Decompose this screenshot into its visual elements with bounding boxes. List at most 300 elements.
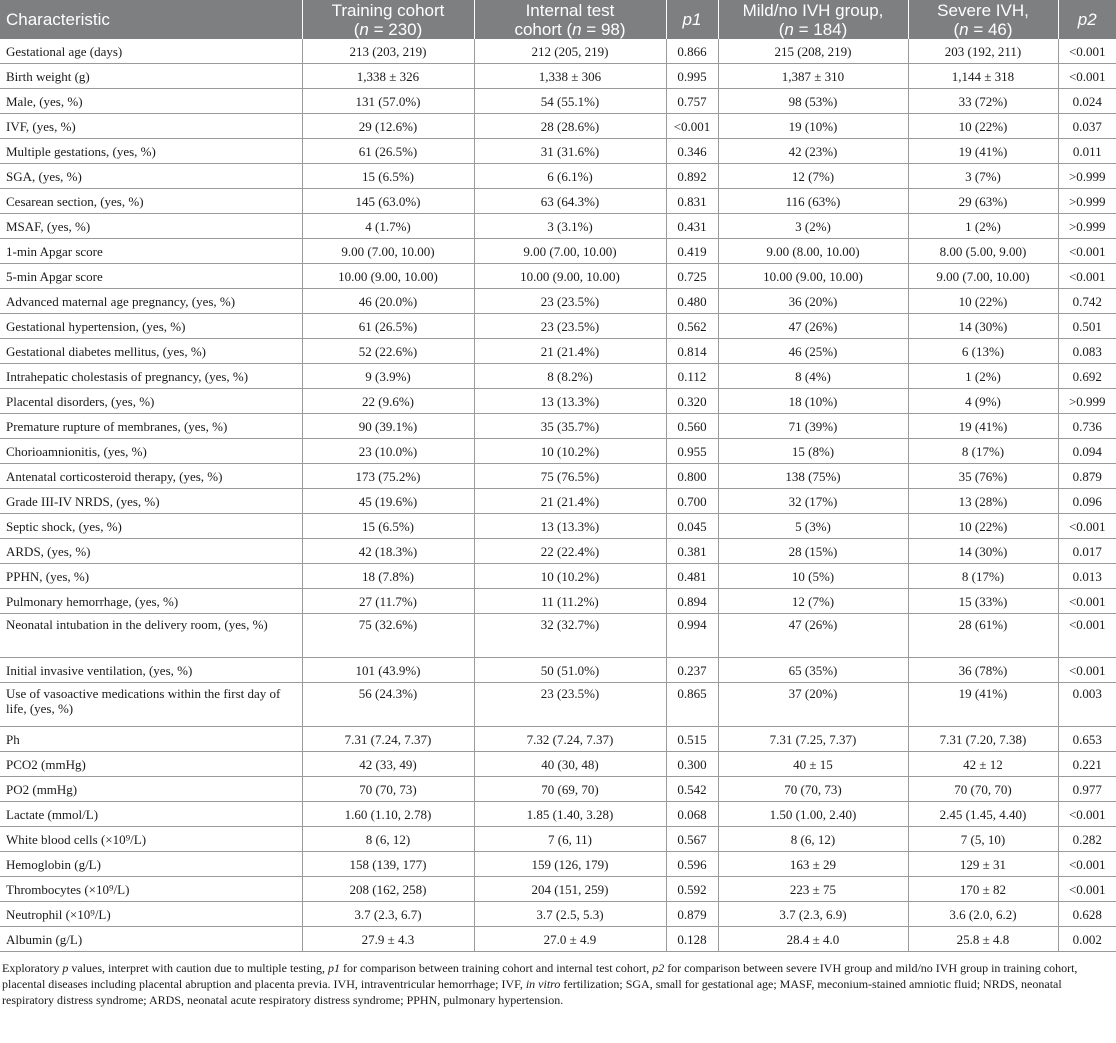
cell-mild-no-ivh: 28.4 ± 4.0	[718, 927, 908, 952]
header-mild-n: n	[784, 19, 794, 39]
cell-training-cohort: 15 (6.5%)	[302, 164, 474, 189]
cell-p2: <0.001	[1058, 64, 1116, 89]
cell-severe-ivh: 14 (30%)	[908, 314, 1058, 339]
cell-p1: 0.831	[666, 189, 718, 214]
table-row	[0, 364, 1116, 389]
cell-p1: 0.800	[666, 464, 718, 489]
cell-severe-ivh: 19 (41%)	[908, 683, 1058, 727]
cell-internal-test-cohort: 159 (126, 179)	[474, 852, 666, 877]
cell-training-cohort: 145 (63.0%)	[302, 189, 474, 214]
cell-characteristic: Neonatal intubation in the delivery room, (yes, %)	[0, 614, 302, 658]
cell-training-cohort: 1,338 ± 326	[302, 64, 474, 89]
cell-severe-ivh: 15 (33%)	[908, 589, 1058, 614]
cell-mild-no-ivh: 18 (10%)	[718, 389, 908, 414]
cell-p1: 0.865	[666, 683, 718, 727]
cell-characteristic: Gestational diabetes mellitus, (yes, %)	[0, 339, 302, 364]
cell-mild-no-ivh: 12 (7%)	[718, 589, 908, 614]
cell-characteristic: White blood cells (×10⁹/L)	[0, 827, 302, 852]
cell-internal-test-cohort: 13 (13.3%)	[474, 389, 666, 414]
cell-internal-test-cohort: 54 (55.1%)	[474, 89, 666, 114]
table-row	[0, 489, 1116, 514]
header-characteristic-text: Characteristic	[6, 10, 110, 29]
cell-training-cohort: 56 (24.3%)	[302, 683, 474, 727]
table-row	[0, 564, 1116, 589]
cell-p2: <0.001	[1058, 614, 1116, 658]
cell-internal-test-cohort: 10 (10.2%)	[474, 439, 666, 464]
cell-severe-ivh: 1 (2%)	[908, 364, 1058, 389]
cell-internal-test-cohort: 27.0 ± 4.9	[474, 927, 666, 952]
cell-p1: 0.128	[666, 927, 718, 952]
table-row	[0, 89, 1116, 114]
cell-internal-test-cohort: 1.85 (1.40, 3.28)	[474, 802, 666, 827]
header-mild-post: = 184)	[793, 19, 848, 39]
cell-p1: 0.757	[666, 89, 718, 114]
cell-mild-no-ivh: 47 (26%)	[718, 314, 908, 339]
header-mild-pre: (	[778, 19, 785, 39]
cell-severe-ivh: 4 (9%)	[908, 389, 1058, 414]
cell-p2: 0.094	[1058, 439, 1116, 464]
cell-p1: 0.955	[666, 439, 718, 464]
cell-internal-test-cohort: 10 (10.2%)	[474, 564, 666, 589]
cell-training-cohort: 9 (3.9%)	[302, 364, 474, 389]
cell-p2: 0.037	[1058, 114, 1116, 139]
cell-training-cohort: 10.00 (9.00, 10.00)	[302, 264, 474, 289]
cell-p1: 0.560	[666, 414, 718, 439]
table-row	[0, 314, 1116, 339]
cell-p2: 0.011	[1058, 139, 1116, 164]
cell-mild-no-ivh: 28 (15%)	[718, 539, 908, 564]
table-row	[0, 727, 1116, 752]
cell-mild-no-ivh: 37 (20%)	[718, 683, 908, 727]
cell-p1: 0.542	[666, 777, 718, 802]
table-row	[0, 589, 1116, 614]
cell-characteristic: 1-min Apgar score	[0, 239, 302, 264]
cell-severe-ivh: 35 (76%)	[908, 464, 1058, 489]
footnote-part: p2	[652, 961, 665, 975]
cell-p2: <0.001	[1058, 239, 1116, 264]
cell-training-cohort: 52 (22.6%)	[302, 339, 474, 364]
cell-p1: 0.068	[666, 802, 718, 827]
cell-p2: >0.999	[1058, 164, 1116, 189]
cell-p2: <0.001	[1058, 802, 1116, 827]
cell-training-cohort: 3.7 (2.3, 6.7)	[302, 902, 474, 927]
table-row	[0, 189, 1116, 214]
header-row	[0, 0, 1116, 39]
cell-characteristic: Albumin (g/L)	[0, 927, 302, 952]
cell-internal-test-cohort: 6 (6.1%)	[474, 164, 666, 189]
cell-p2: <0.001	[1058, 658, 1116, 683]
cell-characteristic: ARDS, (yes, %)	[0, 539, 302, 564]
cell-characteristic: Chorioamnionitis, (yes, %)	[0, 439, 302, 464]
header-training-post: = 230)	[368, 19, 423, 39]
footnote-part: fertilization; SGA, small for gestational age; MASF, meconium-stained amniotic fluid; NRDS, neonatal respiratory distress syndrome; ARDS, neonatal acute respiratory distress syndrome; PPHN, pulmonary hypertension.	[2, 977, 1062, 1007]
cell-p1: 0.567	[666, 827, 718, 852]
cell-mild-no-ivh: 10 (5%)	[718, 564, 908, 589]
cell-p2: 0.221	[1058, 752, 1116, 777]
cell-p1: 0.562	[666, 314, 718, 339]
cell-p2: >0.999	[1058, 189, 1116, 214]
cell-training-cohort: 18 (7.8%)	[302, 564, 474, 589]
cell-mild-no-ivh: 36 (20%)	[718, 289, 908, 314]
cell-internal-test-cohort: 7 (6, 11)	[474, 827, 666, 852]
cell-p2: 0.501	[1058, 314, 1116, 339]
footnote-part: p	[62, 961, 69, 975]
cell-severe-ivh: 19 (41%)	[908, 414, 1058, 439]
cell-p1: 0.300	[666, 752, 718, 777]
cell-p1: 0.320	[666, 389, 718, 414]
cell-severe-ivh: 1 (2%)	[908, 214, 1058, 239]
header-internal-n: n	[572, 19, 582, 39]
cell-p2: <0.001	[1058, 589, 1116, 614]
header-internal-line1: Internal test	[525, 0, 615, 20]
cell-p2: 0.013	[1058, 564, 1116, 589]
cell-characteristic: PCO2 (mmHg)	[0, 752, 302, 777]
header-severe-n: n	[959, 19, 969, 39]
cell-p2: 0.736	[1058, 414, 1116, 439]
cell-p2: 0.282	[1058, 827, 1116, 852]
cell-characteristic: PPHN, (yes, %)	[0, 564, 302, 589]
table-row	[0, 658, 1116, 683]
cell-p2: 0.002	[1058, 927, 1116, 952]
cell-training-cohort: 15 (6.5%)	[302, 514, 474, 539]
cell-severe-ivh: 70 (70, 70)	[908, 777, 1058, 802]
cell-mild-no-ivh: 98 (53%)	[718, 89, 908, 114]
cell-p2: <0.001	[1058, 264, 1116, 289]
cell-internal-test-cohort: 35 (35.7%)	[474, 414, 666, 439]
cell-training-cohort: 90 (39.1%)	[302, 414, 474, 439]
header-training-n: n	[359, 19, 369, 39]
cell-p2: 0.024	[1058, 89, 1116, 114]
cell-mild-no-ivh: 42 (23%)	[718, 139, 908, 164]
cell-characteristic: Thrombocytes (×10⁹/L)	[0, 877, 302, 902]
cell-internal-test-cohort: 11 (11.2%)	[474, 589, 666, 614]
header-p2	[1058, 0, 1116, 39]
table-row	[0, 64, 1116, 89]
header-severe-pre: (	[953, 19, 960, 39]
cell-mild-no-ivh: 40 ± 15	[718, 752, 908, 777]
table-row	[0, 852, 1116, 877]
cell-mild-no-ivh: 3 (2%)	[718, 214, 908, 239]
cell-severe-ivh: 7.31 (7.20, 7.38)	[908, 727, 1058, 752]
cell-training-cohort: 46 (20.0%)	[302, 289, 474, 314]
cell-characteristic: 5-min Apgar score	[0, 264, 302, 289]
cell-severe-ivh: 1,144 ± 318	[908, 64, 1058, 89]
table-row	[0, 164, 1116, 189]
cell-severe-ivh: 8 (17%)	[908, 439, 1058, 464]
cell-p2: >0.999	[1058, 214, 1116, 239]
cell-severe-ivh: 8.00 (5.00, 9.00)	[908, 239, 1058, 264]
cell-severe-ivh: 203 (192, 211)	[908, 39, 1058, 64]
cell-p2: 0.083	[1058, 339, 1116, 364]
cell-training-cohort: 27 (11.7%)	[302, 589, 474, 614]
cell-mild-no-ivh: 5 (3%)	[718, 514, 908, 539]
cell-p1: 0.045	[666, 514, 718, 539]
cell-severe-ivh: 9.00 (7.00, 10.00)	[908, 264, 1058, 289]
cell-characteristic: MSAF, (yes, %)	[0, 214, 302, 239]
cell-p2: 0.742	[1058, 289, 1116, 314]
cell-severe-ivh: 2.45 (1.45, 4.40)	[908, 802, 1058, 827]
cell-training-cohort: 70 (70, 73)	[302, 777, 474, 802]
cell-severe-ivh: 10 (22%)	[908, 114, 1058, 139]
cell-mild-no-ivh: 65 (35%)	[718, 658, 908, 683]
cell-internal-test-cohort: 1,338 ± 306	[474, 64, 666, 89]
table-row	[0, 539, 1116, 564]
table-footnote	[0, 952, 1114, 1008]
cell-p1: 0.112	[666, 364, 718, 389]
table-row	[0, 439, 1116, 464]
cell-severe-ivh: 33 (72%)	[908, 89, 1058, 114]
table-row	[0, 139, 1116, 164]
cell-characteristic: PO2 (mmHg)	[0, 777, 302, 802]
cell-mild-no-ivh: 7.31 (7.25, 7.37)	[718, 727, 908, 752]
cell-characteristic: Grade III-IV NRDS, (yes, %)	[0, 489, 302, 514]
cell-training-cohort: 101 (43.9%)	[302, 658, 474, 683]
table-row	[0, 827, 1116, 852]
table-row	[0, 464, 1116, 489]
cell-p1: 0.592	[666, 877, 718, 902]
footnote-part: Exploratory	[2, 961, 63, 975]
cell-training-cohort: 158 (139, 177)	[302, 852, 474, 877]
cell-internal-test-cohort: 50 (51.0%)	[474, 658, 666, 683]
cell-training-cohort: 42 (33, 49)	[302, 752, 474, 777]
cell-mild-no-ivh: 19 (10%)	[718, 114, 908, 139]
cell-severe-ivh: 129 ± 31	[908, 852, 1058, 877]
table-row	[0, 683, 1116, 727]
table-row	[0, 927, 1116, 952]
cell-training-cohort: 131 (57.0%)	[302, 89, 474, 114]
cell-p1: 0.481	[666, 564, 718, 589]
cell-p2: 0.003	[1058, 683, 1116, 727]
cell-internal-test-cohort: 23 (23.5%)	[474, 314, 666, 339]
cell-severe-ivh: 28 (61%)	[908, 614, 1058, 658]
cell-characteristic: IVF, (yes, %)	[0, 114, 302, 139]
header-severe-post: = 46)	[968, 19, 1013, 39]
cell-characteristic: Birth weight (g)	[0, 64, 302, 89]
cell-severe-ivh: 13 (28%)	[908, 489, 1058, 514]
cell-mild-no-ivh: 15 (8%)	[718, 439, 908, 464]
cell-severe-ivh: 6 (13%)	[908, 339, 1058, 364]
cell-characteristic: Multiple gestations, (yes, %)	[0, 139, 302, 164]
cell-severe-ivh: 3 (7%)	[908, 164, 1058, 189]
table-row	[0, 614, 1116, 658]
cell-characteristic: Pulmonary hemorrhage, (yes, %)	[0, 589, 302, 614]
header-internal-pre: cohort (	[514, 19, 573, 39]
footnote-part: in vitro	[525, 977, 561, 991]
cell-p1: 0.814	[666, 339, 718, 364]
cell-training-cohort: 213 (203, 219)	[302, 39, 474, 64]
cell-severe-ivh: 10 (22%)	[908, 514, 1058, 539]
cell-p2: 0.879	[1058, 464, 1116, 489]
table-row	[0, 239, 1116, 264]
cell-training-cohort: 61 (26.5%)	[302, 139, 474, 164]
cell-internal-test-cohort: 70 (69, 70)	[474, 777, 666, 802]
cell-internal-test-cohort: 8 (8.2%)	[474, 364, 666, 389]
table-row	[0, 264, 1116, 289]
cell-p2: 0.017	[1058, 539, 1116, 564]
header-severe-ivh	[908, 0, 1058, 39]
header-training-pre: (	[353, 19, 360, 39]
cell-mild-no-ivh: 47 (26%)	[718, 614, 908, 658]
header-internal-test-cohort	[474, 0, 666, 39]
cell-p2: 0.096	[1058, 489, 1116, 514]
cell-training-cohort: 208 (162, 258)	[302, 877, 474, 902]
cell-internal-test-cohort: 3.7 (2.5, 5.3)	[474, 902, 666, 927]
cell-severe-ivh: 8 (17%)	[908, 564, 1058, 589]
cell-p1: 0.419	[666, 239, 718, 264]
cell-characteristic: Advanced maternal age pregnancy, (yes, %)	[0, 289, 302, 314]
header-training-cohort	[302, 0, 474, 39]
table-header	[0, 0, 1116, 39]
cell-internal-test-cohort: 28 (28.6%)	[474, 114, 666, 139]
cell-severe-ivh: 170 ± 82	[908, 877, 1058, 902]
cell-mild-no-ivh: 116 (63%)	[718, 189, 908, 214]
footnote-part: for comparison between training cohort and internal test cohort,	[339, 961, 653, 975]
table-row	[0, 39, 1116, 64]
cell-mild-no-ivh: 9.00 (8.00, 10.00)	[718, 239, 908, 264]
cell-internal-test-cohort: 10.00 (9.00, 10.00)	[474, 264, 666, 289]
cell-severe-ivh: 7 (5, 10)	[908, 827, 1058, 852]
cell-characteristic: Male, (yes, %)	[0, 89, 302, 114]
cell-mild-no-ivh: 70 (70, 73)	[718, 777, 908, 802]
table-row	[0, 802, 1116, 827]
table-row	[0, 752, 1116, 777]
cell-p1: 0.515	[666, 727, 718, 752]
cell-severe-ivh: 10 (22%)	[908, 289, 1058, 314]
table-row	[0, 902, 1116, 927]
table-row	[0, 777, 1116, 802]
cell-characteristic: Cesarean section, (yes, %)	[0, 189, 302, 214]
cell-p1: 0.879	[666, 902, 718, 927]
cell-mild-no-ivh: 8 (4%)	[718, 364, 908, 389]
cell-characteristic: Ph	[0, 727, 302, 752]
cell-p1: 0.995	[666, 64, 718, 89]
cell-p1: 0.596	[666, 852, 718, 877]
cell-p2: 0.653	[1058, 727, 1116, 752]
header-characteristic	[0, 0, 302, 39]
cell-characteristic: Gestational age (days)	[0, 39, 302, 64]
cell-p2: <0.001	[1058, 852, 1116, 877]
cell-mild-no-ivh: 12 (7%)	[718, 164, 908, 189]
cell-characteristic: Premature rupture of membranes, (yes, %)	[0, 414, 302, 439]
cell-p2: <0.001	[1058, 877, 1116, 902]
cell-training-cohort: 27.9 ± 4.3	[302, 927, 474, 952]
table-row	[0, 214, 1116, 239]
cell-training-cohort: 22 (9.6%)	[302, 389, 474, 414]
cell-mild-no-ivh: 10.00 (9.00, 10.00)	[718, 264, 908, 289]
cell-internal-test-cohort: 21 (21.4%)	[474, 339, 666, 364]
cell-p1: 0.725	[666, 264, 718, 289]
cell-training-cohort: 1.60 (1.10, 2.78)	[302, 802, 474, 827]
cell-internal-test-cohort: 204 (151, 259)	[474, 877, 666, 902]
cell-mild-no-ivh: 223 ± 75	[718, 877, 908, 902]
cell-training-cohort: 61 (26.5%)	[302, 314, 474, 339]
table-row	[0, 339, 1116, 364]
cell-p2: 0.692	[1058, 364, 1116, 389]
cell-internal-test-cohort: 7.32 (7.24, 7.37)	[474, 727, 666, 752]
cell-internal-test-cohort: 63 (64.3%)	[474, 189, 666, 214]
cell-severe-ivh: 3.6 (2.0, 6.2)	[908, 902, 1058, 927]
cell-mild-no-ivh: 32 (17%)	[718, 489, 908, 514]
cell-internal-test-cohort: 75 (76.5%)	[474, 464, 666, 489]
cell-mild-no-ivh: 71 (39%)	[718, 414, 908, 439]
cell-mild-no-ivh: 3.7 (2.3, 6.9)	[718, 902, 908, 927]
cell-internal-test-cohort: 21 (21.4%)	[474, 489, 666, 514]
cell-p1: 0.700	[666, 489, 718, 514]
cell-training-cohort: 173 (75.2%)	[302, 464, 474, 489]
header-p1-text: p1	[682, 10, 702, 29]
cell-severe-ivh: 36 (78%)	[908, 658, 1058, 683]
cell-characteristic: Placental disorders, (yes, %)	[0, 389, 302, 414]
header-internal-post: = 98)	[581, 19, 626, 39]
cell-characteristic: Lactate (mmol/L)	[0, 802, 302, 827]
table-row	[0, 114, 1116, 139]
cell-severe-ivh: 25.8 ± 4.8	[908, 927, 1058, 952]
cell-severe-ivh: 14 (30%)	[908, 539, 1058, 564]
cell-training-cohort: 9.00 (7.00, 10.00)	[302, 239, 474, 264]
cell-training-cohort: 42 (18.3%)	[302, 539, 474, 564]
cell-training-cohort: 8 (6, 12)	[302, 827, 474, 852]
footnote-part: p1	[327, 961, 340, 975]
cell-internal-test-cohort: 23 (23.5%)	[474, 683, 666, 727]
cell-p1: 0.381	[666, 539, 718, 564]
cell-p1: 0.237	[666, 658, 718, 683]
cell-training-cohort: 45 (19.6%)	[302, 489, 474, 514]
cell-p1: 0.480	[666, 289, 718, 314]
cell-mild-no-ivh: 138 (75%)	[718, 464, 908, 489]
header-mild-no-ivh	[718, 0, 908, 39]
cell-mild-no-ivh: 46 (25%)	[718, 339, 908, 364]
table-row	[0, 877, 1116, 902]
cell-severe-ivh: 19 (41%)	[908, 139, 1058, 164]
header-mild-line1: Mild/no IVH group,	[742, 0, 884, 20]
footnote-part: values, interpret with caution due to multiple testing,	[68, 961, 328, 975]
cell-characteristic: Hemoglobin (g/L)	[0, 852, 302, 877]
cell-mild-no-ivh: 1.50 (1.00, 2.40)	[718, 802, 908, 827]
cell-p1: 0.894	[666, 589, 718, 614]
cell-p1: 0.866	[666, 39, 718, 64]
header-p1	[666, 0, 718, 39]
cell-internal-test-cohort: 31 (31.6%)	[474, 139, 666, 164]
cell-mild-no-ivh: 163 ± 29	[718, 852, 908, 877]
cell-characteristic: SGA, (yes, %)	[0, 164, 302, 189]
cell-mild-no-ivh: 1,387 ± 310	[718, 64, 908, 89]
cell-characteristic: Neutrophil (×10⁹/L)	[0, 902, 302, 927]
cell-characteristic: Antenatal corticosteroid therapy, (yes, %)	[0, 464, 302, 489]
cell-mild-no-ivh: 215 (208, 219)	[718, 39, 908, 64]
table-row	[0, 514, 1116, 539]
cell-p2: 0.628	[1058, 902, 1116, 927]
cell-internal-test-cohort: 212 (205, 219)	[474, 39, 666, 64]
header-training-line1: Training cohort	[331, 0, 445, 20]
cell-internal-test-cohort: 9.00 (7.00, 10.00)	[474, 239, 666, 264]
cell-internal-test-cohort: 40 (30, 48)	[474, 752, 666, 777]
cell-training-cohort: 7.31 (7.24, 7.37)	[302, 727, 474, 752]
cell-internal-test-cohort: 3 (3.1%)	[474, 214, 666, 239]
cell-p2: >0.999	[1058, 389, 1116, 414]
footnote-part: for comparison between severe IVH group and mild/no IVH group in training cohort, placental diseases including placental abruption and placenta previa. IVH, intraventricular hemorrhage; IVF,	[2, 961, 1078, 991]
cell-characteristic: Use of vasoactive medications within the first day of life, (yes, %)	[0, 683, 302, 727]
cell-characteristic: Intrahepatic cholestasis of pregnancy, (yes, %)	[0, 364, 302, 389]
table-row	[0, 414, 1116, 439]
cell-p1: <0.001	[666, 114, 718, 139]
cell-mild-no-ivh: 8 (6, 12)	[718, 827, 908, 852]
table-body	[0, 39, 1116, 952]
cell-characteristic: Septic shock, (yes, %)	[0, 514, 302, 539]
cell-p1: 0.892	[666, 164, 718, 189]
cell-training-cohort: 23 (10.0%)	[302, 439, 474, 464]
cell-p1: 0.431	[666, 214, 718, 239]
cell-p2: <0.001	[1058, 514, 1116, 539]
